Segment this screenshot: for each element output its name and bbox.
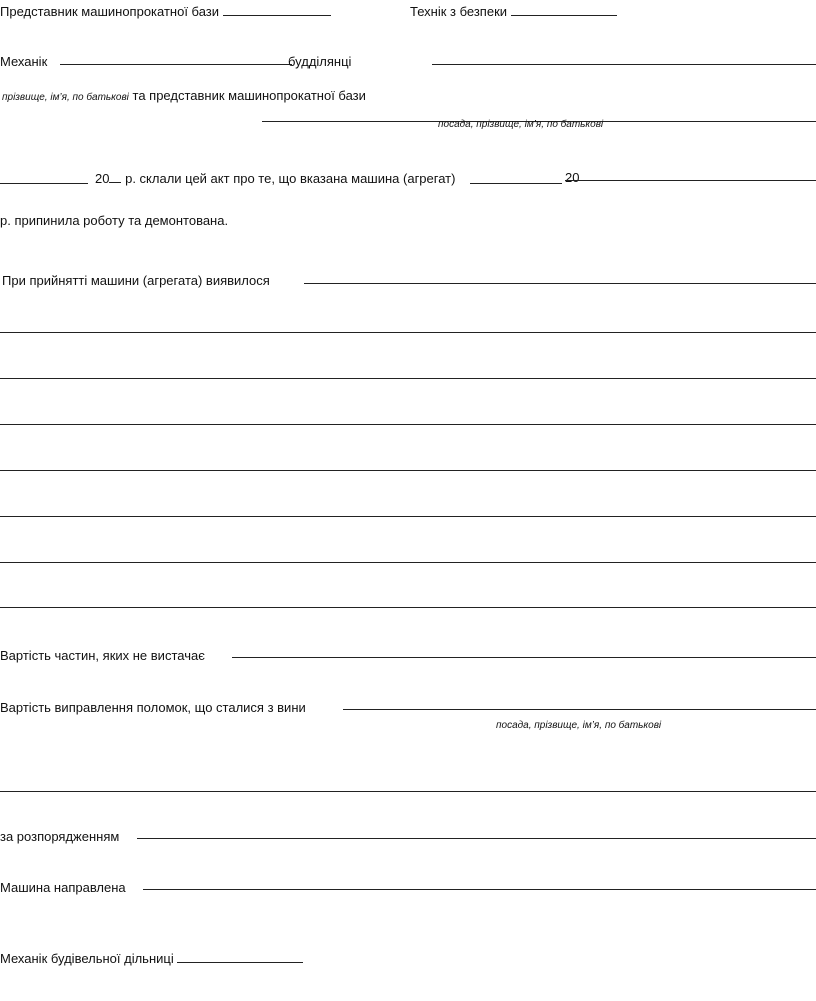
blank-line-6 xyxy=(0,562,816,563)
blank-line-8 xyxy=(0,791,816,792)
missing-parts-line xyxy=(232,657,816,658)
year-prefix-1: 20 xyxy=(95,171,110,186)
blank-line-4 xyxy=(0,470,816,471)
order-line xyxy=(137,838,816,839)
blank-line-2 xyxy=(0,378,816,379)
blank-line-5 xyxy=(0,516,816,517)
order-label: за розпорядженням xyxy=(0,829,120,844)
site-mechanic-row xyxy=(0,950,303,966)
site-mechanic-signature-line xyxy=(177,950,303,963)
safety-tech-signature-line xyxy=(511,3,617,16)
sent-label: Машина направлена xyxy=(0,880,126,895)
mechanic-name-line xyxy=(60,64,292,65)
position-hint-1: посада, прізвище, ім’я, по батькові xyxy=(438,119,604,130)
name-hint-row xyxy=(2,88,366,105)
site-line xyxy=(432,64,816,65)
missing-parts-label: Вартість частин, яких не вистачає xyxy=(0,648,205,663)
name-hint: прізвище, ім’я, по батькові xyxy=(2,92,129,103)
date-text-row xyxy=(95,170,455,186)
site-label: будділянці xyxy=(288,54,352,69)
date-line-1 xyxy=(0,183,88,184)
safety-tech-label: Технік з безпеки xyxy=(410,3,617,19)
blank-line-1 xyxy=(0,332,816,333)
position-hint-2: посада, прізвище, ім’я, по батькові xyxy=(496,720,662,731)
repair-cost-label: Вартість виправлення поломок, що сталися з вини xyxy=(0,700,306,715)
site-mechanic-label: Механік будівельної дільниці xyxy=(0,951,174,966)
date-long-line xyxy=(565,180,816,181)
act-text: р. склали цей акт про те, що вказана машина (агрегат) xyxy=(125,171,456,186)
stopped-text: р. припинила роботу та демонтована. xyxy=(0,213,229,228)
repair-cost-line xyxy=(343,709,816,710)
and-rep-label: та представник машинопрокатної бази xyxy=(132,88,366,103)
blank-line-3 xyxy=(0,424,816,425)
found-line xyxy=(304,283,816,284)
machine-base-rep-label: Представник машинопрокатної бази xyxy=(0,3,331,19)
date-line-2 xyxy=(470,183,562,184)
blank-line-7 xyxy=(0,607,816,608)
sent-line xyxy=(143,889,816,890)
machine-base-rep-signature-line xyxy=(223,3,331,16)
year-suffix-line-1 xyxy=(109,170,121,183)
year-prefix-2: 20 xyxy=(565,170,580,185)
found-label: При прийнятті машини (агрегата) виявилося xyxy=(2,273,270,288)
mechanic-label: Механік xyxy=(0,54,48,69)
